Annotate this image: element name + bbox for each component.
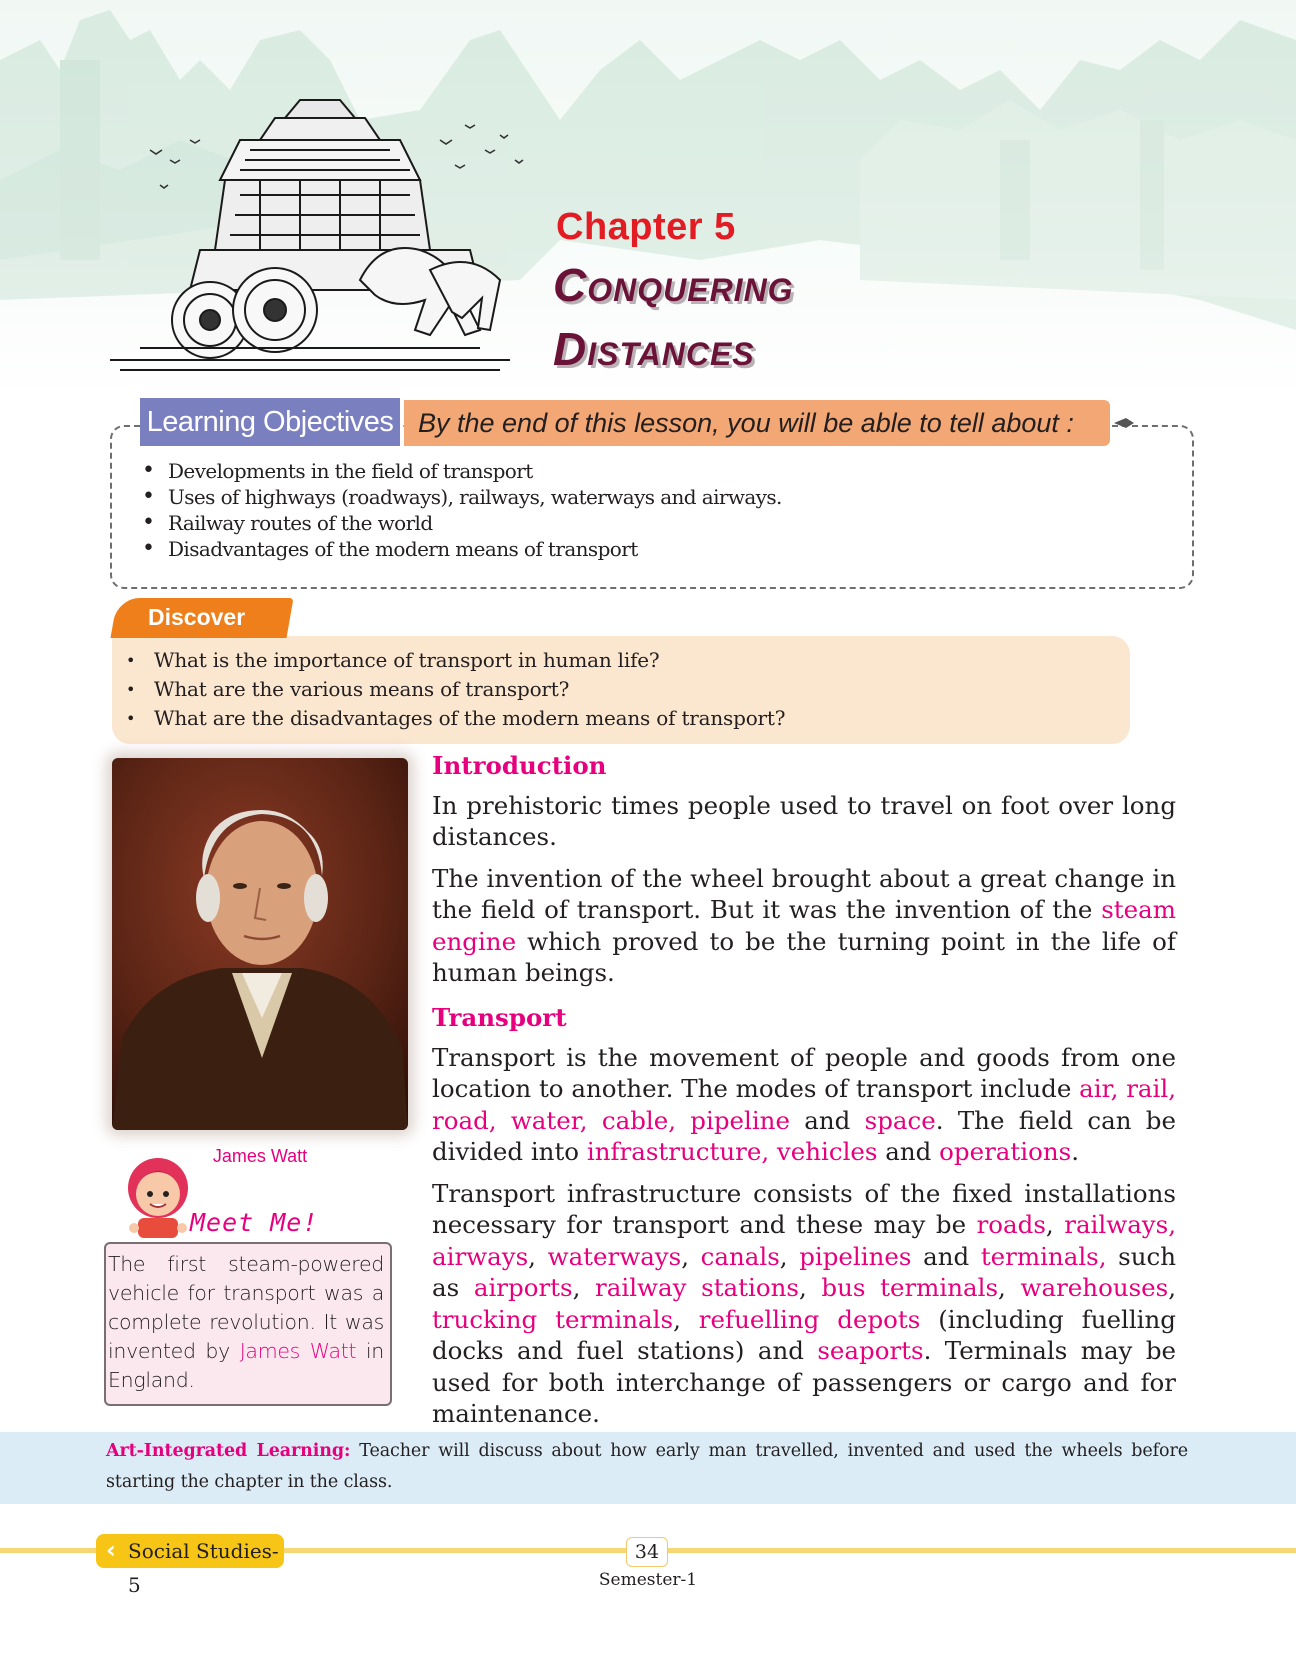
learning-objectives-banner: By the end of this lesson, you will be able to tell about : — [404, 400, 1110, 446]
pencil-icon — [1112, 414, 1136, 432]
book-title-tag: Social Studies-5 — [96, 1534, 284, 1568]
list-item: • Uses of highways (roadways), railways, waterways and airways. — [140, 484, 782, 510]
meet-me-text: The first steam-powered vehicle for transport was a complete revolution. It was invented by James Watt in England. — [108, 1252, 384, 1392]
chapter-title-line2: Distances — [553, 323, 755, 375]
transport-paragraph: Transport infrastructure consists of the fixed installations necessary for transport and these may be roads, railways, airways, waterways, canals, pipelines and terminals, such as airports, railway stations, bus terminals, warehouses, trucking terminals, refuelling depots (including fuelling docks and fuel stations) and seaports. Terminals may be used for both interchange of passengers or cargo and for maintenance. — [432, 1178, 1177, 1428]
introduction-section — [432, 750, 1176, 989]
list-item: • What are the disadvantages of the modern means of transport? — [120, 704, 785, 733]
introduction-paragraph: In prehistoric times people used to travel on foot over long distances. — [432, 790, 1176, 851]
list-item: • Disadvantages of the modern means of transport — [140, 536, 782, 562]
chapter-number: Chapter 5 — [556, 206, 736, 248]
james-watt-portrait — [112, 758, 408, 1130]
meet-me-label: Meet Me! — [190, 1208, 319, 1237]
chevron-left-icon: ‹ — [106, 1536, 116, 1564]
discover-label: Discover — [148, 604, 246, 630]
transport-paragraph: Transport is the movement of people and goods from one location to another. The modes of transport include air, rail, road, water, cable, pipeline and space. The field can be divided into infrastructure, vehicles and operations. — [432, 1042, 1177, 1166]
semester-label: Semester-1 — [598, 1570, 698, 1590]
art-integrated-text: Art-Integrated Learning: Teacher will discuss about how early man travelled, invented and used the wheels before starting the chapter in the class. — [106, 1441, 1188, 1492]
list-item: • What are the various means of transport? — [120, 675, 785, 704]
list-item: • What is the importance of transport in human life? — [120, 646, 785, 675]
learning-objectives-list — [140, 458, 782, 562]
chapter-title-line1: Conquering — [553, 259, 794, 311]
page-number: 34 — [626, 1537, 668, 1567]
transport-section — [432, 1002, 1176, 1430]
list-item: • Railway routes of the world — [140, 510, 782, 536]
introduction-paragraph: The invention of the wheel brought about a great change in the field of transport. But it was the invention of the steam engine which proved to be the turning point in the life of human beings. — [432, 863, 1176, 987]
introduction-heading: Introduction — [432, 751, 607, 780]
list-item: • Developments in the field of transport — [140, 458, 782, 484]
portrait-caption: James Watt — [212, 1146, 308, 1166]
transport-heading: Transport — [432, 1003, 567, 1032]
discover-list — [120, 646, 785, 733]
cartoon-girl-icon — [120, 1148, 198, 1244]
learning-objectives-label: Learning Objectives — [140, 398, 400, 446]
